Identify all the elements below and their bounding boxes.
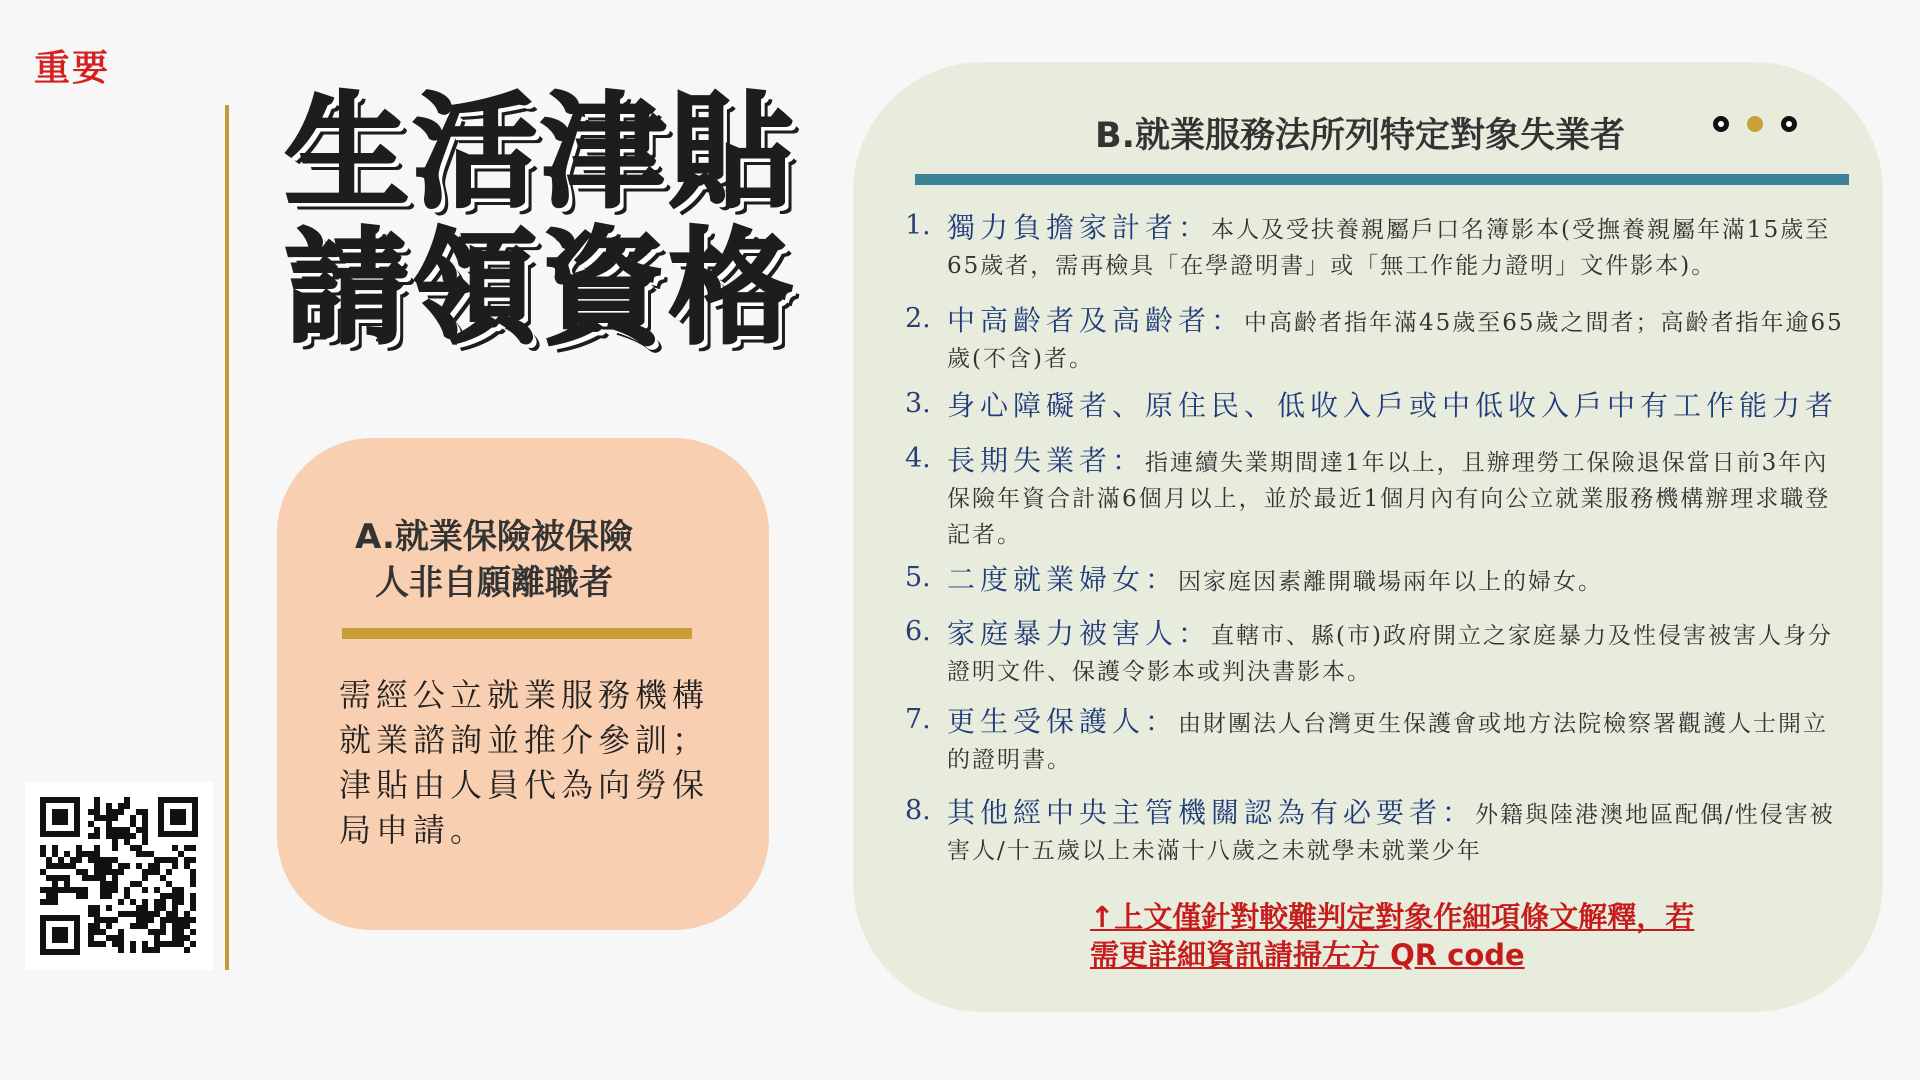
item-number: 5. — [905, 562, 931, 593]
dot-icon — [1781, 116, 1797, 132]
list-item — [905, 562, 1850, 601]
dot-icon — [1747, 116, 1763, 132]
item-number: 2. — [905, 303, 931, 334]
item-description: 直轄市、縣(市)政府開立之家庭暴力及性侵害被害人身分證明文件、保護令影本或判決書影本。 — [947, 623, 1833, 685]
page-title-line2: 請領資格 — [285, 217, 798, 361]
item-description: 由財團法人台灣更生保護會或地方法院檢察署觀護人士開立的證明書。 — [947, 711, 1829, 773]
list-item — [905, 210, 1850, 285]
item-description: 指連續失業期間達1年以上，且辦理勞工保險退保當日前3年內保險年資合計滿6個月以上，並於最近1個月內有向公立就業服務機構辦理求職登記者。 — [947, 450, 1831, 548]
item-number: 8. — [905, 795, 931, 826]
qr-code-icon[interactable] — [25, 782, 213, 970]
card-a-body: 需經公立就業服務機構就業諮詢並推介參訓；津貼由人員代為向勞保局申請。 — [339, 676, 710, 849]
item-number: 4. — [905, 443, 931, 474]
page-title — [285, 81, 798, 361]
item-number: 3. — [905, 388, 931, 419]
item-heading: 獨力負擔家計者： — [947, 211, 1212, 244]
item-heading: 長期失業者： — [947, 444, 1146, 477]
item-number: 1. — [905, 210, 931, 241]
item-heading: 身心障礙者、原住民、低收入戶或中低收入戶中有工作能力者 — [947, 389, 1839, 422]
important-badge: 重要 — [34, 48, 111, 89]
item-heading: 二度就業婦女： — [947, 563, 1179, 596]
card-a-divider — [342, 628, 692, 639]
card-b-title: B.就業服務法所列特定對象失業者 — [1095, 116, 1625, 156]
item-number: 7. — [905, 704, 931, 735]
item-heading: 家庭暴力被害人： — [947, 617, 1212, 650]
item-description: 因家庭因素離開職場兩年以上的婦女。 — [1178, 569, 1604, 595]
card-a-title-line2: 人非自願離職者 — [375, 563, 613, 603]
item-heading: 其他經中央主管機關認為有必要者： — [947, 796, 1476, 829]
list-item — [905, 795, 1850, 870]
footnote-link[interactable]: ↑上文僅針對較難判定對象作細項條文解釋，若需更詳細資訊請掃左方 QR code — [1090, 900, 1695, 972]
card-a — [277, 438, 769, 930]
dot-icon — [1713, 116, 1729, 132]
list-item — [905, 388, 1850, 427]
divider-line — [225, 105, 229, 970]
list-item — [905, 303, 1850, 378]
list-item — [905, 616, 1850, 691]
card-a-title — [355, 514, 735, 606]
page-title-line1: 生活津貼 — [285, 81, 798, 225]
card-a-title-line1: A.就業保險被保險 — [355, 517, 633, 557]
item-heading: 中高齡者及高齡者： — [947, 304, 1245, 337]
item-description: 本人及受扶養親屬戶口名簿影本(受撫養親屬年滿15歲至65歲者，需再檢具「在學證明書」或「無工作能力證明」文件影本)。 — [947, 217, 1831, 279]
card-b-divider — [915, 174, 1849, 185]
card-b — [853, 62, 1883, 1012]
item-number: 6. — [905, 616, 931, 647]
list-item — [905, 704, 1850, 779]
decorative-dots-icon — [1713, 116, 1815, 136]
item-heading: 更生受保護人： — [947, 705, 1179, 738]
list-item — [905, 443, 1850, 554]
item-description: 中高齡者指年滿45歲至65歲之間者；高齡者指年逾65歲(不含)者。 — [947, 310, 1844, 372]
item-description: 外籍與陸港澳地區配偶/性侵害被害人/十五歲以上未滿十八歲之未就學未就業少年 — [947, 802, 1835, 864]
